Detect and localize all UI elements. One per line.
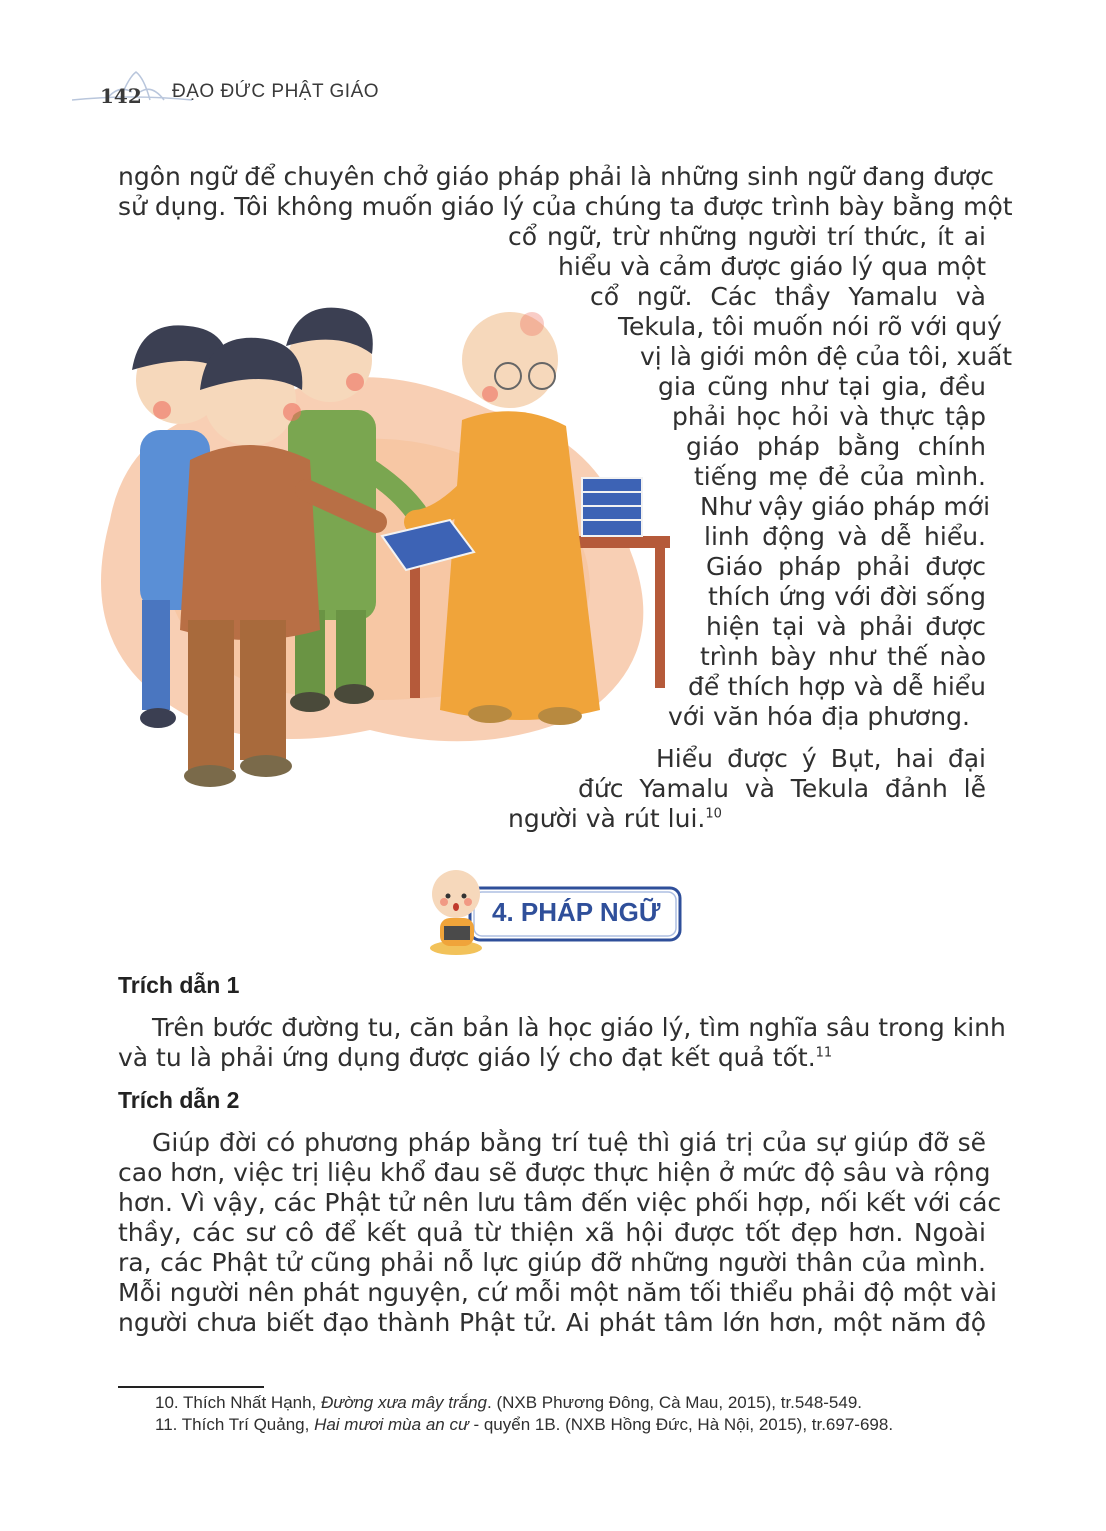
story-line: thích ứng với đời sống xyxy=(708,582,986,611)
footnote-ref: 11 xyxy=(815,1045,833,1061)
story-line: sử dụng. Tôi không muốn giáo lý của chúng ta được trình bày bằng một xyxy=(118,192,1013,221)
quote2-heading: Trích dẫn 2 xyxy=(118,1087,240,1113)
footnote-ref: 10 xyxy=(705,806,722,822)
story-line: hiểu và cảm được giáo lý qua một xyxy=(558,252,986,281)
story-line: với văn hóa địa phương. xyxy=(668,702,970,731)
quote2-line: Mỗi người nên phát nguyện, cứ mỗi một năm tối thiểu phải độ một vài xyxy=(118,1278,997,1307)
story-closing-line: người và rút lui.$^{10}$ xyxy=(508,804,722,833)
section-title: 4. PHÁP NGỮ xyxy=(492,897,661,927)
page-number: 142 xyxy=(100,84,142,108)
quote2-line: người chưa biết đạo thành Phật tử. Ai phát tâm lớn hơn, một năm độ xyxy=(118,1308,986,1337)
quote2-line: Giúp đời có phương pháp bằng trí tuệ thì giá trị của sự giúp đỡ sẽ xyxy=(152,1128,986,1157)
footnote-divider xyxy=(118,1386,264,1388)
quote1-line: Trên bước đường tu, căn bản là học giáo lý, tìm nghĩa sâu trong kinh xyxy=(152,1013,1006,1042)
story-line: linh động và dễ hiểu. xyxy=(704,522,986,551)
quote2-line: hơn. Vì vậy, các Phật tử nên lưu tâm đến việc phối hợp, nối kết với các xyxy=(118,1188,1002,1217)
story-line: gia cũng như tại gia, đều xyxy=(658,372,986,401)
story-line: tiếng mẹ đẻ của mình. xyxy=(694,462,986,491)
story-closing-line: Hiểu được ý Bụt, hai đại xyxy=(656,744,986,773)
story-line: cổ ngữ, trừ những người trí thức, ít ai xyxy=(508,222,986,251)
illustration-monk-giving-book xyxy=(70,290,690,830)
quote2-line: ra, các Phật tử cũng phải nỗ lực giúp đỡ những người thân của mình. xyxy=(118,1248,986,1277)
footnote-10: 10. Thích Nhất Hạnh, Đường xưa mây trắng. (NXB Phương Đông, Cà Mau, 2015), tr.548-549. xyxy=(155,1393,863,1412)
quote1-heading: Trích dẫn 1 xyxy=(118,972,240,998)
story-line: để thích hợp và dễ hiểu xyxy=(688,672,986,701)
story-line: hiện tại và phải được xyxy=(706,612,986,641)
story-line: giáo pháp bằng chính xyxy=(686,432,986,461)
quote2-line: cao hơn, việc trị liệu khổ đau sẽ được thực hiện ở mức độ sâu và rộng xyxy=(118,1158,991,1187)
story-line: phải học hỏi và thực tập xyxy=(672,402,986,431)
quote1-line: và tu là phải ứng dụng được giáo lý cho đạt kết quả tốt.$^{11}$ xyxy=(118,1043,833,1072)
story-line: vị là giới môn đệ của tôi, xuất xyxy=(640,342,1013,371)
story-line: Giáo pháp phải được xyxy=(706,552,986,581)
story-line: trình bày như thế nào xyxy=(700,642,986,671)
footnote-11: 11. Thích Trí Quảng, Hai mươi mùa an cư - quyển 1B. (NXB Hồng Đức, Hà Nội, 2015), tr.697-698. xyxy=(155,1415,894,1434)
story-line: cổ ngữ. Các thầy Yamalu và xyxy=(590,282,986,311)
story-line: Tekula, tôi muốn nói rõ với quý xyxy=(618,312,1002,341)
quote2-line: thầy, các sư cô để kết quả từ thiện xã hội được tốt đẹp hơn. Ngoài xyxy=(118,1218,986,1247)
story-line: Như vậy giáo pháp mới xyxy=(700,492,991,521)
story-line: ngôn ngữ để chuyên chở giáo pháp phải là những sinh ngữ đang được xyxy=(118,162,995,191)
story-closing-line: đức Yamalu và Tekula đảnh lễ xyxy=(578,774,986,803)
running-title: ĐẠO ĐỨC PHẬT GIÁO xyxy=(172,81,380,102)
